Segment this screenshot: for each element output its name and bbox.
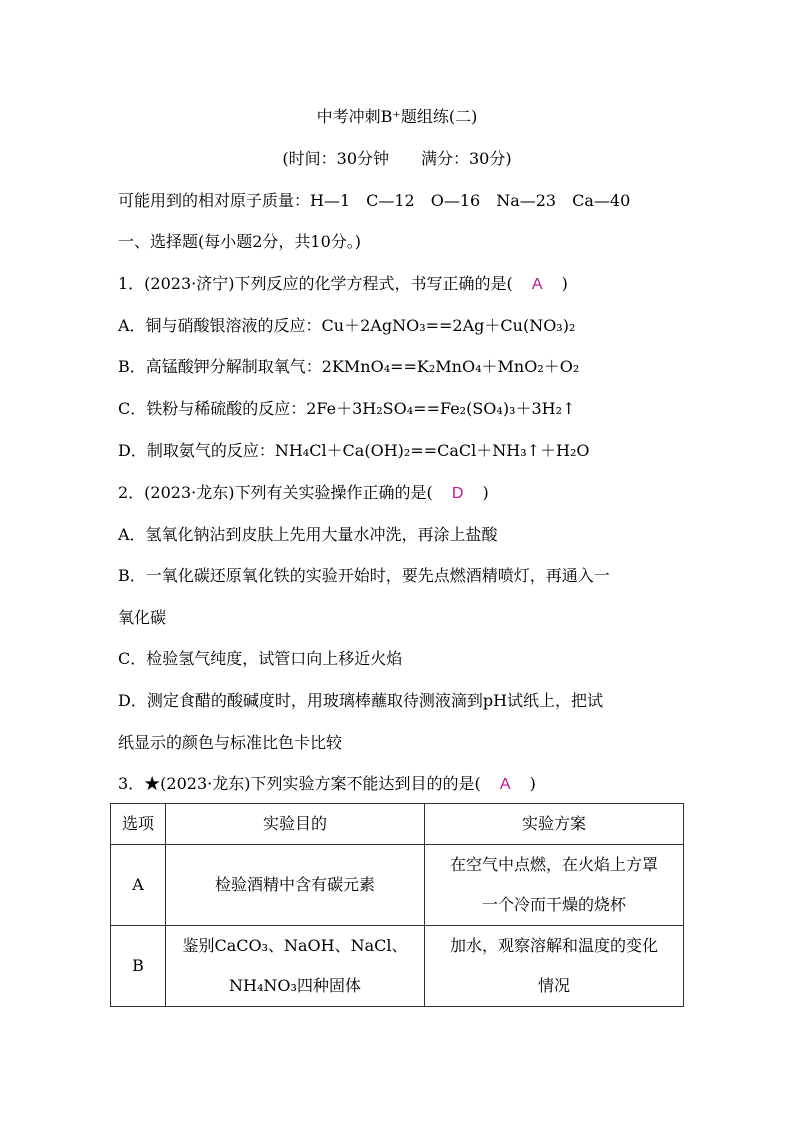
table-cell-plan (425, 845, 684, 926)
table-cell-option: B (111, 926, 166, 1007)
table-header-purpose: 实验目的 (166, 804, 425, 845)
table-header-plan: 实验方案 (425, 804, 684, 845)
table-cell-plan (425, 926, 684, 1007)
question-1-option-d: D．制取氨气的反应：NH₄Cl＋Ca(OH)₂==CaCl＋NH₃↑＋H₂O (118, 441, 590, 460)
question-2-option-c: C．检验氢气纯度，试管口向上移近火焰 (118, 649, 403, 668)
experiment-table (110, 803, 684, 1007)
question-3-close: ) (529, 774, 536, 793)
question-1-stem (118, 273, 568, 296)
question-2-option-b-line1: B．一氧化碳还原氧化铁的实验开始时，要先点燃酒精喷灯，再通入一 (118, 566, 610, 585)
table-cell-purpose-line2: NH₄NO₃四种固体 (229, 976, 361, 995)
table-cell-plan-line2: 一个冷而干燥的烧杯 (481, 895, 626, 914)
table-header-option: 选项 (111, 804, 166, 845)
table-cell-purpose (166, 926, 425, 1007)
section-heading: 一、选择题(每小题2分，共10分。) (118, 232, 362, 251)
question-1-text: 1．(2023·济宁)下列反应的化学方程式，书写正确的是( (118, 274, 513, 293)
atomic-mass-note: 可能用到的相对原子质量：H—1 C—12 O—16 Na—23 Ca—40 (118, 191, 631, 210)
table-header-row (111, 804, 684, 845)
question-3-text: 3．★(2023·龙东)下列实验方案不能达到目的的是( (118, 774, 481, 793)
question-2-close: ) (482, 483, 489, 502)
question-2-option-a: A．氢氧化钠沾到皮肤上先用大量水冲洗，再涂上盐酸 (118, 525, 498, 544)
question-1-option-b: B．高锰酸钾分解制取氧气：2KMnO₄==K₂MnO₄＋MnO₂＋O₂ (118, 357, 580, 376)
table-row (111, 845, 684, 926)
question-1-option-c: C．铁粉与稀硫酸的反应：2Fe＋3H₂SO₄==Fe₂(SO₄)₃＋3H₂↑ (118, 399, 576, 418)
question-2-option-b-line2: 氧化碳 (118, 608, 167, 627)
question-1-answer: A (531, 276, 543, 293)
table-cell-plan-line1: 加水，观察溶解和温度的变化 (449, 936, 658, 955)
question-2-option-d-line1: D．测定食醋的酸碱度时，用玻璃棒蘸取待测液滴到pH试纸上，把试 (118, 691, 604, 710)
page-subtitle: (时间：30分钟 满分：30分) (282, 149, 512, 168)
question-2-option-d-line2: 纸显示的颜色与标准比色卡比较 (118, 733, 343, 752)
table-cell-plan-line2: 情况 (537, 976, 570, 995)
table-cell-purpose-line1: 鉴别CaCO₃、NaOH、NaCl、 (182, 936, 408, 955)
question-1-option-a: A．铜与硝酸银溶液的反应：Cu＋2AgNO₃==2Ag＋Cu(NO₃)₂ (118, 316, 576, 335)
question-3-stem (118, 773, 536, 796)
table-cell-option: A (111, 845, 166, 926)
table-cell-plan-line1: 在空气中点燃，在火焰上方罩 (449, 855, 658, 874)
question-1-close: ) (561, 274, 568, 293)
question-2-text: 2．(2023·龙东)下列有关实验操作正确的是( (118, 483, 433, 502)
table-cell-purpose: 检验酒精中含有碳元素 (166, 845, 425, 926)
question-2-stem (118, 482, 489, 505)
question-3-answer: A (499, 776, 511, 793)
table-row (111, 926, 684, 1007)
page-title: 中考冲刺B⁺题组练(二) (316, 107, 478, 126)
question-2-answer: D (451, 485, 464, 502)
